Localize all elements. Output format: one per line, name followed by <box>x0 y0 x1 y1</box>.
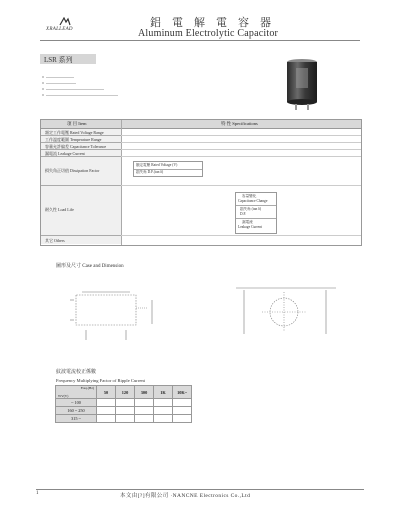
table-row <box>41 136 121 143</box>
df-label-cn: 損失角 (tan δ) <box>240 207 262 211</box>
cap-change-label-en: Capacitance Change <box>238 199 268 203</box>
table-row <box>41 157 121 186</box>
df-label: 損失角 D.F.(tan δ) <box>136 170 164 174</box>
box-divider <box>236 205 276 206</box>
ripple-title: 紋波電流校正係數 <box>56 370 97 375</box>
table-row <box>56 399 192 407</box>
value-cell <box>135 399 154 407</box>
row-label: 工作溫度範圍 Temperature Range <box>45 136 102 142</box>
freq-header-cell: 1K <box>154 386 173 399</box>
value-cell <box>173 407 192 415</box>
row-divider <box>121 149 361 150</box>
company-logo-text: XRALLEAD <box>46 27 73 32</box>
specifications-table <box>40 119 362 246</box>
column-header-specifications: 特 性 Specifications <box>221 121 258 126</box>
value-cell <box>135 415 154 423</box>
footer-divider <box>36 489 364 490</box>
row-label: 損失角正切值 Dissipation Factor <box>45 168 100 173</box>
freq-header-cell: 50 <box>97 386 116 399</box>
value-cell <box>154 415 173 423</box>
freq-header-cell: 120 <box>116 386 135 399</box>
value-cell <box>173 415 192 423</box>
rated-voltage-label: 額定電壓 Rated Voltage (V) <box>136 163 178 167</box>
feature-bullet <box>42 94 44 96</box>
company-logo-icon <box>58 17 72 26</box>
value-cell <box>173 399 192 407</box>
value-cell <box>97 407 116 415</box>
feature-bullet <box>42 76 44 78</box>
feature-line <box>46 89 104 90</box>
value-cell <box>116 407 135 415</box>
value-cell <box>154 399 173 407</box>
row-label: 耐久性 Load Life <box>45 207 74 212</box>
cap-change-label-cn: 容量變化 <box>242 194 257 198</box>
table-row <box>41 236 121 244</box>
page-title-english: Aluminum Electrolytic Capacitor <box>138 28 279 39</box>
capacitor-product-image <box>284 58 320 110</box>
box-divider <box>236 218 276 219</box>
feature-bullet <box>42 88 44 90</box>
table-row <box>41 129 121 136</box>
row-label: 漏電流 Leakage Current <box>45 150 85 156</box>
table-row <box>56 407 192 415</box>
value-cell <box>97 415 116 423</box>
footer-company: 本文由[?]有限公司 ·NANCNE Electronics Co.,Ltd <box>120 493 251 499</box>
voltage-cell: 315 ~ <box>56 415 97 423</box>
feature-line <box>46 83 76 84</box>
row-divider <box>121 235 361 236</box>
feature-line <box>46 95 118 96</box>
dimensions-title: 圖形及尺寸 Case and Dimension <box>56 264 124 269</box>
series-label: LSR 系列 <box>44 56 73 64</box>
page-title-chinese: 鋁電解電容器 <box>150 17 282 29</box>
value-cell <box>135 407 154 415</box>
value-cell <box>97 399 116 407</box>
page-number: 1 <box>36 491 39 496</box>
header-divider <box>40 40 360 41</box>
column-header-item: 項 目 Item <box>67 121 87 126</box>
row-label: 容量允許偏差 Capacitance Tolerance <box>45 143 107 149</box>
row-divider <box>121 135 361 136</box>
ripple-factor-table <box>55 385 192 423</box>
dissipation-factor-box <box>133 161 203 177</box>
row-divider <box>121 185 361 186</box>
freq-header-cell: 10K~ <box>173 386 192 399</box>
table-row <box>41 186 121 236</box>
leakage-label-en: Leakage Current <box>238 225 263 229</box>
corner-voltage-label: WV(V) <box>58 394 69 398</box>
table-row <box>41 150 121 157</box>
value-cell <box>116 415 135 423</box>
load-life-criteria-box <box>235 192 277 234</box>
feature-line <box>46 77 74 78</box>
corner-freq-label: Freq.(Hz) <box>80 386 94 390</box>
row-divider <box>121 142 361 143</box>
df-label-en: D.F. <box>240 212 247 216</box>
table-row <box>41 143 121 150</box>
value-cell <box>116 399 135 407</box>
row-label: 額定工作電壓 Rated Voltage Range <box>45 129 104 135</box>
voltage-cell: 160 ~ 250 <box>56 407 97 415</box>
ripple-subtitle: Frequency Multiplying Factor of Ripple Current <box>56 378 145 383</box>
freq-header-cell: 300 <box>135 386 154 399</box>
table-header <box>41 120 361 129</box>
feature-bullet <box>42 82 44 84</box>
column-divider <box>121 120 122 245</box>
table-row <box>56 386 192 399</box>
leakage-label-cn: 漏電流 <box>242 220 253 224</box>
case-dimension-drawing <box>56 280 356 350</box>
table-row <box>56 415 192 423</box>
value-cell <box>154 407 173 415</box>
voltage-cell: ~ 100 <box>56 399 97 407</box>
row-divider <box>121 156 361 157</box>
row-label: 其它 Others <box>45 237 65 243</box>
table-corner-cell <box>56 386 97 399</box>
